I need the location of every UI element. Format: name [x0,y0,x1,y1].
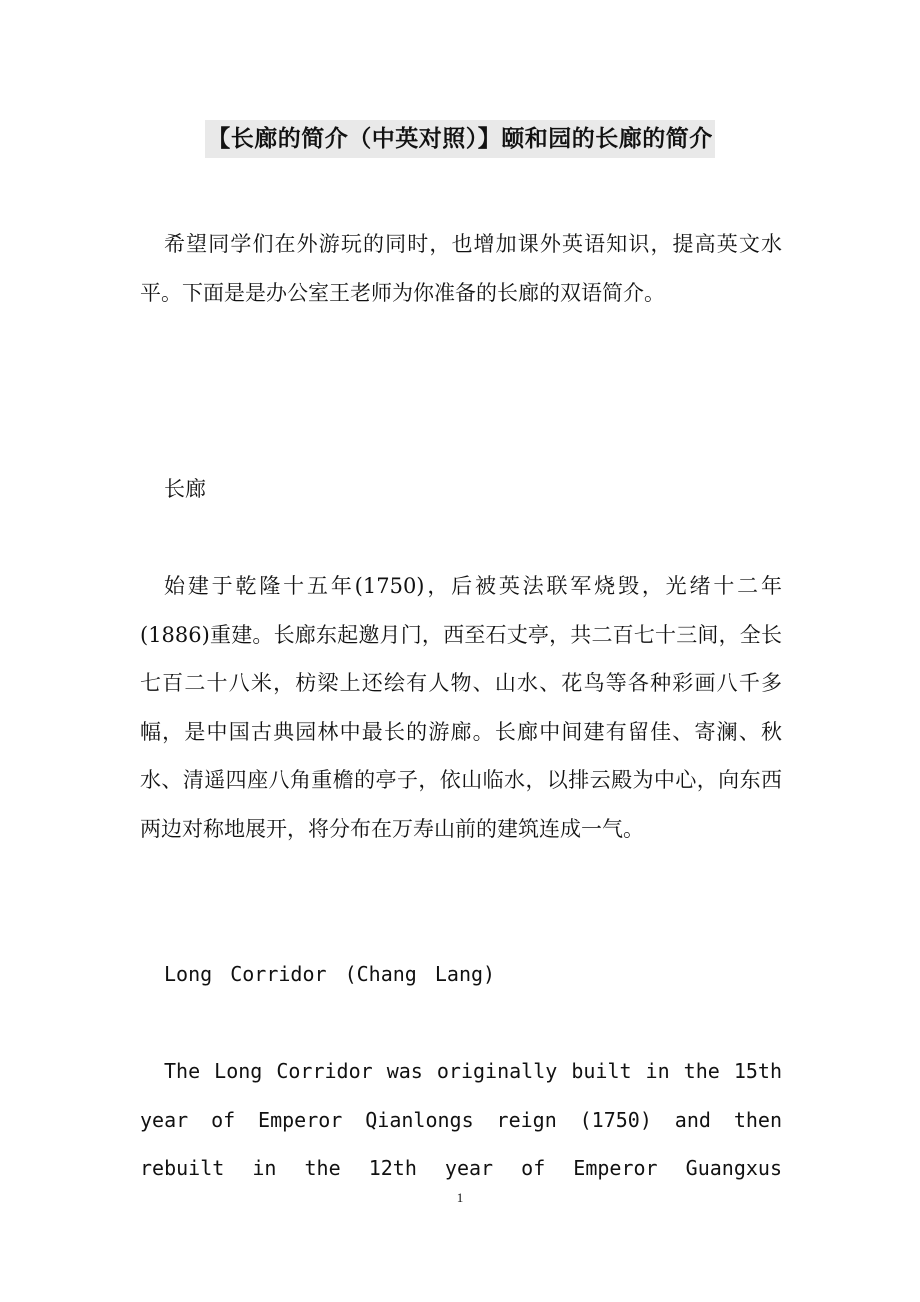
section-heading-chinese: 长廊 [164,477,206,501]
body-paragraph-chinese: 始建于乾隆十五年(1750)，后被英法联军烧毁，光绪十二年(1886)重建。长廊东起邀月门，西至石丈亭，共二百七十三间，全长七百二十八米，枋梁上还绘有人物、山水、花鸟等各种彩画八千多幅，是中国古典园林中最长的游廊。长廊中间建有留佳、寄澜、秋水、清遥四座八角重檐的亭子，依山临水，以排云殿为中心，向东西两边对称地展开，将分布在万寿山前的建筑连成一气。 [140,574,782,841]
section-heading-english: Long Corridor (Chang Lang) [164,962,496,986]
body-paragraph-english: The Long Corridor was originally built in the 15th year of Emperor Qianlongs reign (1750) and then rebuilt in the 12th year of Emperor Guangxus [140,1059,782,1180]
document-title [0,116,920,158]
intro-paragraph: 希望同学们在外游玩的同时，也增加课外英语知识，提高英文水平。下面是是办公室王老师为你准备的长廊的双语简介。 [140,232,782,305]
document-title-text: 【长廊的简介（中英对照）】颐和园的长廊的简介 [205,120,715,158]
page-number: 1 [456,1190,464,1205]
